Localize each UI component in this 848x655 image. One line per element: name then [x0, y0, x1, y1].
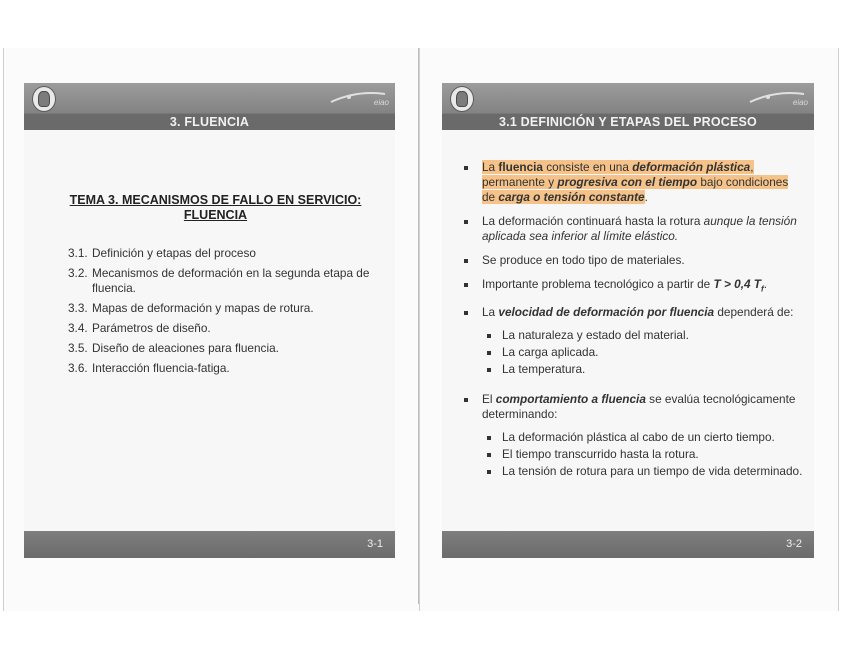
toc-item: 3.1. Definición y etapas del proceso: [68, 246, 256, 260]
bullet-behavior: El comportamiento a fluencia se evalúa tecnológicamente determinando: La deformación plástica al cabo de un cierto tiempo. El tiempo transcurrido hasta la rotura. La tensión de rotura para un tiempo de vida determinado.: [462, 392, 804, 479]
bullet-definition: La fluencia consiste en una deformación plástica, permanente y progresiva con el tiempo bajo condiciones de carga o tensión constante.: [462, 160, 804, 205]
bullet-materials: Se produce en todo tipo de materiales.: [462, 253, 804, 268]
bullet-velocity: La velocidad de deformación por fluencia dependerá de: La naturaleza y estado del material. La carga aplicada. La temperatura.: [462, 305, 804, 377]
slide-1: [24, 83, 395, 558]
school-logo-icon: [327, 88, 389, 110]
slide-header: [442, 83, 814, 130]
toc-item: 3.2. Mecanismos de deformación en la segunda etapa de fluencia.: [68, 266, 370, 295]
bullet-rupture: La deformación continuará hasta la rotura aunque la tensión aplicada sea inferior al límite elástico.: [462, 214, 804, 244]
page-number: 3-1: [367, 538, 383, 550]
page-number: 3-2: [786, 538, 802, 550]
behavior-criteria: [482, 430, 804, 479]
logo-text: eiao: [373, 98, 389, 107]
university-emblem-icon: [32, 86, 56, 112]
bullet-temperature: Importante problema tecnológico a partir de T > 0,4 $T_f$.: [462, 277, 804, 296]
logo-text: eiao: [792, 98, 808, 107]
table-of-contents: [68, 246, 377, 381]
slide-header: [24, 83, 395, 130]
slide-2: [442, 83, 814, 558]
velocity-factors: [482, 328, 804, 377]
slide-footer: [442, 531, 814, 558]
sub-item: La naturaleza y estado del material.: [482, 328, 804, 343]
university-emblem-icon: [450, 86, 474, 112]
content-bullets: [462, 160, 804, 481]
sub-item: La temperatura.: [482, 362, 804, 377]
sub-item: La carga aplicada.: [482, 345, 804, 360]
topic-title: TEMA 3. MECANISMOS DE FALLO EN SERVICIO: FLUENCIA: [69, 193, 362, 222]
toc-item: 3.4. Parámetros de diseño.: [68, 321, 211, 335]
slide-title: 3.1 DEFINICIÓN Y ETAPAS DEL PROCESO: [442, 114, 814, 130]
sub-item: El tiempo transcurrido hasta la rotura.: [482, 447, 804, 462]
slide-footer: [24, 531, 395, 558]
school-logo-icon: [746, 88, 808, 110]
slide-title: 3. FLUENCIA: [24, 114, 395, 130]
toc-item: 3.3. Mapas de deformación y mapas de rotura.: [68, 301, 314, 315]
toc-item: 3.5. Diseño de aleaciones para fluencia.: [68, 341, 279, 355]
page-divider: [418, 48, 419, 604]
sub-item: La tensión de rotura para un tiempo de vida determinado.: [482, 464, 804, 479]
sub-item: La deformación plástica al cabo de un cierto tiempo.: [482, 430, 804, 445]
highlighted-text: La fluencia consiste en una deformación plástica, permanente y progresiva con el tiempo bajo condiciones de carga o tensión constante: [482, 160, 789, 204]
toc-item: 3.6. Interacción fluencia-fatiga.: [68, 361, 230, 375]
